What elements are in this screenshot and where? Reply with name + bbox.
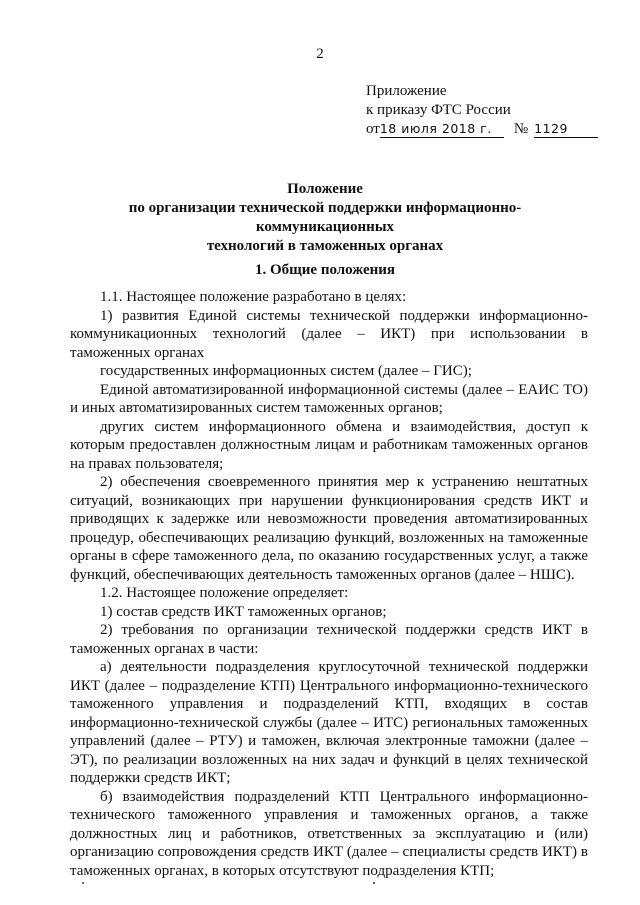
paragraph: Единой автоматизированной информационной системы (далее – ЕАИС ТО) и иных автоматизированных систем таможенных органов;: [70, 381, 588, 416]
title-line-2: по организации технической поддержки информационно-коммуникационных: [128, 200, 522, 235]
paragraph: других систем информационного обмена и взаимодействия, доступ к которым предоставлен должностным лицам и работникам таможенных органов на правах пользователя;: [70, 418, 588, 472]
paragraph: 2) требования по организации технической поддержки средств ИКТ в таможенных органах в части:: [70, 622, 588, 657]
paragraph: 1.1. Настоящее положение разработано в целях:: [100, 289, 407, 305]
document-title: [62, 180, 588, 256]
appendix-label: Приложение: [366, 83, 447, 99]
paragraph: государственных информационных систем (далее – ГИС);: [100, 363, 472, 379]
paragraph: 1) развития Единой системы технической поддержки информационно-коммуникационных технологий (далее – ИКТ) при использовании в таможенных органах: [70, 307, 588, 361]
scan-speck: [373, 882, 375, 884]
document-body: [70, 288, 588, 880]
title-line-3: технологий в таможенных органах: [206, 238, 444, 254]
appendix-date-row: [366, 120, 598, 139]
paragraph: б) взаимодействия подразделений КТП Центрального информационно-технического таможенного управления и таможенных органов, а также должностных лиц и работников, ответственных за эксплуатацию и (или) организацию сопровождения средств ИКТ (далее – специалисты средств ИКТ) в таможенных органах, в которых отсутствуют подразделения КТП;: [70, 788, 588, 879]
date-prefix: от: [366, 121, 380, 137]
order-date: 18 июля 2018 г.: [380, 121, 504, 138]
page-number: 2: [316, 46, 324, 62]
number-prefix: №: [513, 121, 529, 137]
section-heading: 1. Общие положения: [254, 262, 396, 278]
order-number: 1129: [534, 121, 598, 138]
scan-speck: [82, 882, 84, 884]
paragraph: а) деятельности подразделения круглосуточной технической поддержки ИКТ (далее – подразделение КТП) Центрального информационно-технического таможенного управления и подразделений КТП, входящих в состав информационно-технической службы (далее – ИТС) региональных таможенных управлений (далее – РТУ) и таможен, включая электронные таможни (далее – ЭТ), по реализации возложенных на них задач и функций в целях технической поддержки средств ИКТ;: [70, 659, 588, 786]
appendix-block: [366, 82, 598, 139]
paragraph: 2) обеспечения своевременного принятия мер к устранению нештатных ситуаций, возникающих при нарушении функционирования средств ИКТ и приводящих к задержке или невозможности проведения автоматизированных процедур, обеспечивающих реализацию функций, возложенных на таможенные органы в сфере таможенного дела, по оказанию государственных услуг, а также функций, обеспечивающих деятельность таможенных органов (далее – НШС).: [70, 474, 588, 583]
appendix-order-ref: к приказу ФТС России: [366, 102, 511, 118]
paragraph: 1.2. Настоящее положение определяет:: [100, 585, 349, 601]
paragraph: 1) состав средств ИКТ таможенных органов;: [100, 603, 387, 620]
title-line-1: Положение: [287, 181, 363, 197]
